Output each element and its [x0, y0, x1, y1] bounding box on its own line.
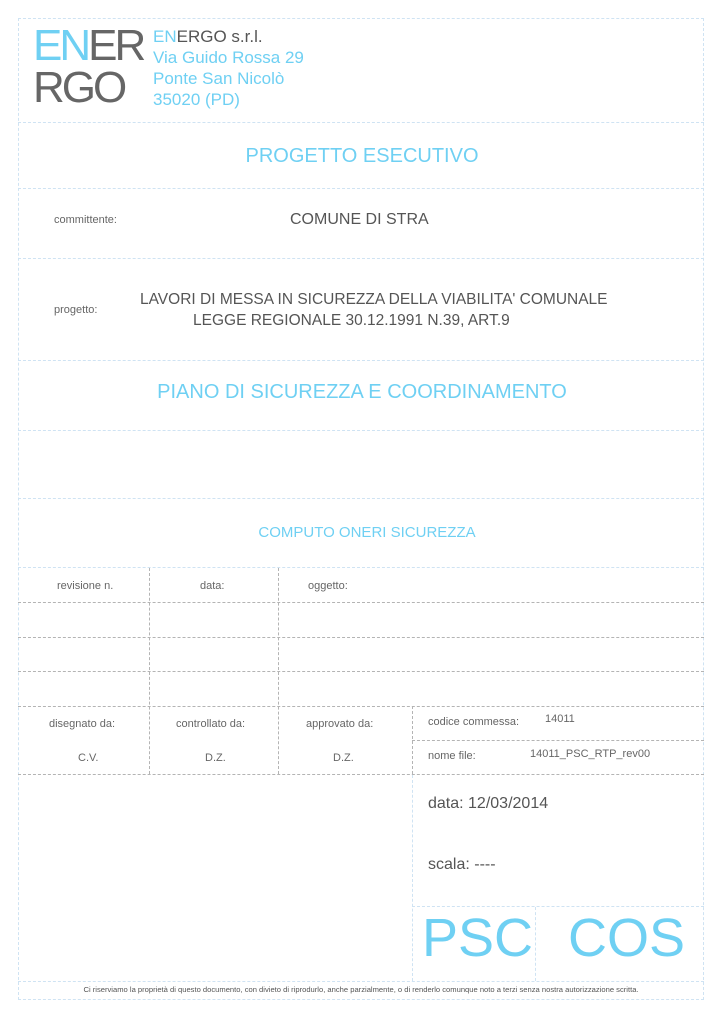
- table-row-line: [18, 602, 704, 603]
- controllato-label: controllato da:: [176, 718, 246, 730]
- table-col-line: [149, 568, 150, 774]
- address-line1: Via Guido Rossa 29: [153, 48, 304, 67]
- divider: [18, 498, 704, 499]
- divider: [18, 430, 704, 431]
- footer-disclaimer: Ci riserviamo la proprietà di questo documento, con divieto di riprodurlo, anche parzialmente, o di renderlo comunque noto a terzi senza nostra autorizzazione scritta.: [83, 985, 639, 994]
- table-row-line: [18, 637, 704, 638]
- progetto-label: progetto:: [54, 304, 98, 316]
- cos-code: COS: [568, 908, 686, 968]
- divider: [18, 258, 704, 259]
- oggetto-header: oggetto:: [308, 580, 348, 592]
- document-subtitle: COMPUTO ONERI SICUREZZA: [258, 524, 476, 541]
- logo-er: ER: [88, 21, 144, 70]
- address-line2: Ponte San Nicolò: [153, 69, 285, 88]
- controllato-value: D.Z.: [205, 752, 226, 764]
- data-header: data:: [200, 580, 225, 592]
- committente-label: committente:: [54, 214, 117, 226]
- codice-value: 14011: [545, 713, 575, 725]
- table-row-line: [18, 706, 704, 707]
- divider: [18, 981, 704, 982]
- approvato-value: D.Z.: [333, 752, 354, 764]
- divider: [18, 567, 704, 568]
- code-separator: [535, 907, 536, 981]
- disegnato-value: C.V.: [78, 752, 99, 764]
- logo-rgo: RGO: [33, 63, 125, 112]
- codice-label: codice commessa:: [428, 716, 520, 728]
- nome-file-value: 14011_PSC_RTP_rev00: [530, 748, 651, 760]
- committente-value: COMUNE DI STRA: [290, 211, 429, 228]
- company-name: ENERGO s.r.l.: [153, 27, 263, 46]
- divider: [18, 188, 704, 189]
- progetto-line2: LEGGE REGIONALE 30.12.1991 N.39, ART.9: [193, 312, 510, 329]
- date-text: data: 12/03/2014: [428, 795, 549, 812]
- nome-file-label: nome file:: [428, 750, 476, 762]
- table-col-line: [278, 568, 279, 774]
- divider: [18, 774, 704, 775]
- logo-en: EN: [33, 21, 89, 70]
- progetto-line1: LAVORI DI MESSA IN SICUREZZA DELLA VIABILITA' COMUNALE: [140, 291, 608, 308]
- block-border: [412, 775, 413, 981]
- company-info: [153, 26, 304, 110]
- psc-code: PSC: [422, 908, 534, 968]
- disegnato-label: disegnato da:: [49, 718, 116, 730]
- approvato-label: approvato da:: [306, 718, 374, 730]
- scale-text: scala: ----: [428, 856, 496, 873]
- plan-title: PIANO DI SICUREZZA E COORDINAMENTO: [157, 381, 567, 403]
- address-line3: 35020 (PD): [153, 90, 240, 109]
- energo-logo: [33, 21, 144, 112]
- revisione-header: revisione n.: [57, 580, 114, 592]
- divider: [412, 740, 704, 741]
- divider: [18, 122, 704, 123]
- project-phase-title: PROGETTO ESECUTIVO: [245, 145, 479, 167]
- divider: [18, 360, 704, 361]
- table-row-line: [18, 671, 704, 672]
